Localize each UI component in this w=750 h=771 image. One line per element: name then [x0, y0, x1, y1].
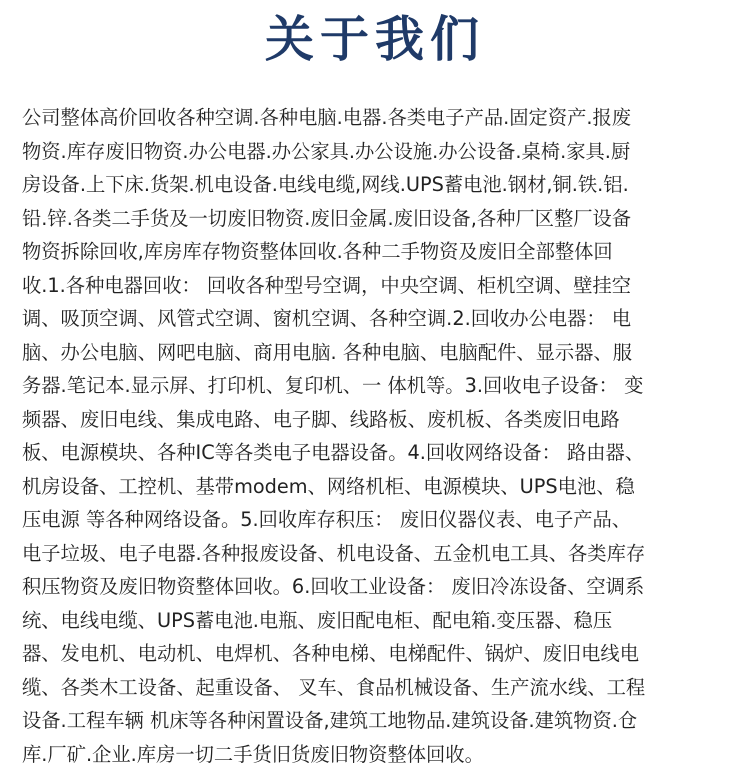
description-line: 电子垃圾、电子电器.各种报废设备、机电设备、五金机电工具、各类库存 — [22, 537, 730, 571]
description-line: 缆、各类木工设备、起重设备、 叉车、食品机械设备、生产流水线、工程 — [22, 671, 730, 705]
description-line: 设备.工程车辆 机床等各种闲置设备,建筑工地物品.建筑设备.建筑物资.仓 — [22, 704, 730, 738]
description-line: 房设备.上下床.货架.机电设备.电线电缆,网线.UPS蓄电池.钢材,铜.铁.铝. — [22, 168, 730, 202]
description-line: 积压物资及废旧物资整体回收。6.回收工业设备： 废旧冷冻设备、空调系 — [22, 570, 730, 604]
description-line: 物资.库存废旧物资.办公电器.办公家具.办公设施.办公设备.桌椅.家具.厨 — [22, 135, 730, 169]
description-line: 板、电源模块、各种IC等各类电子电器设备。4.回收网络设备： 路由器、 — [22, 436, 730, 470]
description-line: 统、电线电缆、UPS蓄电池.电瓶、废旧配电柜、配电箱.变压器、稳压 — [22, 604, 730, 638]
page-title: 关于我们 — [0, 12, 750, 68]
description-line: 脑、办公电脑、网吧电脑、商用电脑. 各种电脑、电脑配件、显示器、服 — [22, 336, 730, 370]
description-line: 压电源 等各种网络设备。5.回收库存积压： 废旧仪器仪表、电子产品、 — [22, 503, 730, 537]
description-line: 铅.锌.各类二手货及一切废旧物资.废旧金属.废旧设备,各种厂区整厂设备 — [22, 202, 730, 236]
description-line: 频器、废旧电线、集成电路、电子脚、线路板、废机板、各类废旧电路 — [22, 403, 730, 437]
description-line: 物资拆除回收,库房库存物资整体回收.各种二手物资及废旧全部整体回 — [22, 235, 730, 269]
company-description — [22, 101, 730, 771]
description-line: 调、吸顶空调、风管式空调、窗机空调、各种空调.2.回收办公电器： 电 — [22, 302, 730, 336]
description-line: 机房设备、工控机、基带modem、网络机柜、电源模块、UPS电池、稳 — [22, 470, 730, 504]
description-line: 收.1.各种电器回收： 回收各种型号空调，中央空调、柜机空调、壁挂空 — [22, 269, 730, 303]
description-line: 务器.笔记本.显示屏、打印机、复印机、一 体机等。3.回收电子设备： 变 — [22, 369, 730, 403]
description-line: 公司整体高价回收各种空调.各种电脑.电器.各类电子产品.固定资产.报废 — [22, 101, 730, 135]
description-line: 库.厂矿.企业.库房一切二手货旧货废旧物资整体回收。 — [22, 738, 730, 771]
description-line: 器、发电机、电动机、电焊机、各种电梯、电梯配件、锅炉、废旧电线电 — [22, 637, 730, 671]
